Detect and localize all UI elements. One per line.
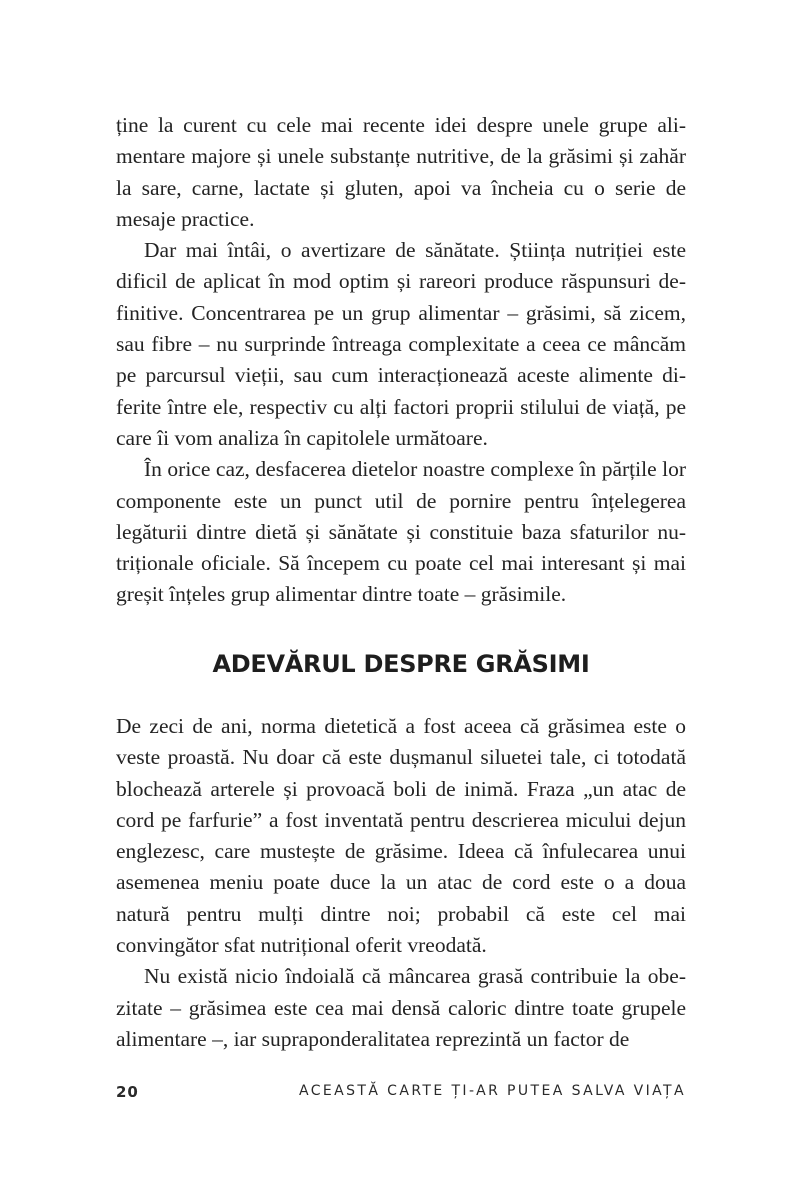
paragraph-5: Nu există nicio îndoială că mâncarea grasă contribuie la obezitate – grăsimea este cea mai densă caloric dintre toate grupele alimentare –, iar supraponderalitatea reprezintă un factor de bbox=[116, 964, 686, 1051]
running-title: ACEASTĂ CARTE ȚI-AR PUTEA SALVA VIAȚA bbox=[298, 1083, 686, 1099]
body-text-top bbox=[116, 110, 686, 611]
paragraph-3: În orice caz, desfacerea dietelor noastre complexe în părțile lor componente este un punct util de pornire pentru înțelegerea legăturii dintre dietă și sănătate și constituie baza sfaturilor nutriționale oficiale. Să începem cu poate cel mai interesant și mai greșit înțeles grup alimentar dintre toate – grăsimile. bbox=[116, 457, 686, 607]
section-heading: ADEVĂRUL DESPRE GRĂSIMI bbox=[212, 650, 590, 678]
paragraph-4: De zeci de ani, norma dietetică a fost aceea că grăsimea este o veste proastă. Nu doar că este dușmanul siluetei tale, ci totodată blochează arterele și provoacă boli de inimă. Fraza „un atac de cord pe farfurie” a fost inventată pentru descrierea micului dejun englezesc, care mustește de grăsime. Ideea că înfulecarea unui asemenea meniu poate duce la un atac de cord este o a doua natură pentru mulți dintre noi; probabil că este cel mai convingător sfat nutrițional oferit vreodată. bbox=[116, 714, 686, 958]
paragraph-2: Dar mai întâi, o avertizare de sănătate. Știința nutriției este dificil de aplicat în mod optim și rareori produce răspunsuri definitive. Concentrarea pe un grup alimentar – grăsimi, să zicem, sau fibre – nu surprinde întreaga complexitate a ceea ce mâncăm pe parcursul vieții, sau cum interacționează aceste alimente diferite între ele, respectiv cu alți factori proprii stilului de viață, pe care îi vom analiza în capitolele următoare. bbox=[116, 238, 686, 450]
page-footer bbox=[116, 1083, 686, 1105]
body-text-bottom bbox=[116, 711, 686, 1055]
page-number: 20 bbox=[116, 1083, 139, 1101]
paragraph-1: ține la curent cu cele mai recente idei despre unele grupe alimentare majore și unele substanțe nutritive, de la grăsimi și zahăr la sare, carne, lactate și gluten, apoi va încheia cu o serie de mesaje practice. bbox=[116, 113, 686, 231]
